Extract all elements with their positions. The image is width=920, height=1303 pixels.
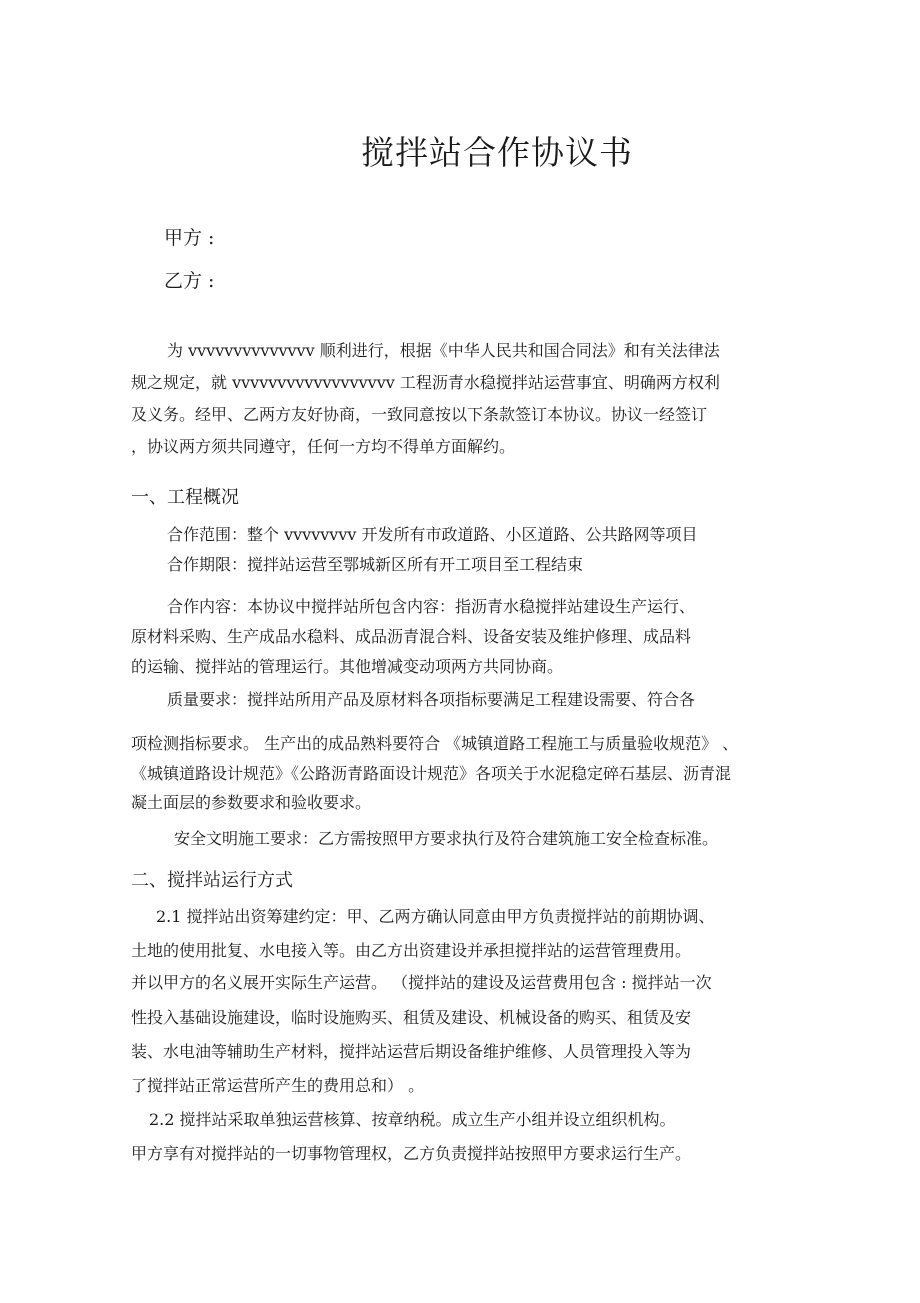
clause-line: 甲方享有对搅拌站的一切事物管理权，乙方负责搅拌站按照甲方要求运行生产。 [131,1144,692,1163]
document-title: 搅拌站合作协议书 [361,133,633,172]
party-a-label: 甲方 : [164,227,215,249]
content-line: 合作内容：本协议中搅拌站所包含内容：指沥青水稳搅拌站建设生产运行、 [167,597,696,616]
quality-line: 《城镇道路设计规范》《公路沥青路面设计规范》各项关于水泥稳定碎石基层、沥青混 [131,764,732,783]
preamble-line: 为 vvvvvvvvvvvvvv 顺利进行，根据《中华人民共和国合同法》和有关法律法 [167,341,720,360]
preamble-line: ，协议两方须共同遵守，任何一方均不得单方面解约。 [131,437,516,456]
content-line: 的运输、搅拌站的管理运行。其他增减变动项两方共同协商。 [131,657,564,676]
section-heading-1: 一、工程概况 [131,487,239,508]
party-b-label: 乙方 : [164,270,215,292]
content-line: 原材料采购、生产成品水稳料、成品沥青混合料、设备安装及维护修理、成品料 [131,627,692,646]
clause-line: 装、水电油等辅助生产材料，搅拌站运营后期设备维护维修、人员管理投入等为 [131,1042,692,1061]
clause-line: 土地的使用批复、水电接入等。由乙方出资建设并承担搅拌站的运营管理费用。 [131,941,692,960]
clause-line: 2.1 搅拌站出资筹建约定：甲、乙两方确认同意由甲方负责搅拌站的前期协调、 [156,907,715,926]
quality-line: 凝土面层的参数要求和验收要求。 [131,793,372,812]
clause-line: 并以甲方的名义展开实际生产运营。 （搅拌站的建设及运营费用包含 : 搅拌站一次 [131,973,712,992]
preamble-line: 规之规定，就 vvvvvvvvvvvvvvvvvv 工程沥青水稳搅拌站运营事宜、明确两方权利 [131,373,720,392]
clause-line: 2.2 搅拌站采取单独运营核算、按章纳税。成立生产小组并设立组织机构。 [149,1110,676,1129]
preamble-line: 及义务。经甲、乙两方友好协商，一致同意按以下条款签订本协议。协议一经签订 [131,405,708,424]
clause-line: 了搅拌站正常运营所产生的费用总和） 。 [131,1076,425,1095]
section-heading-2: 二、搅拌站运行方式 [131,870,293,891]
quality-line: 项检测指标要求。 生产出的成品熟料要符合 《城镇道路工程施工与质量验收规范》 、 [131,734,739,753]
safety-requirement: 安全文明施工要求：乙方需按照甲方要求执行及符合建筑施工安全检查标准。 [174,829,719,848]
clause-line: 性投入基础设施建设，临时设施购买、租赁及建设、机械设备的购买、租赁及安 [131,1008,692,1027]
quality-line: 质量要求：搅拌站所用产品及原材料各项指标要满足工程建设需要、符合各 [167,690,696,709]
cooperation-period: 合作期限：搅拌站运营至鄂城新区所有开工项目至工程结束 [167,555,584,574]
cooperation-scope: 合作范围：整个 vvvvvvvv 开发所有市政道路、小区道路、公共路网等项目 [167,525,698,544]
